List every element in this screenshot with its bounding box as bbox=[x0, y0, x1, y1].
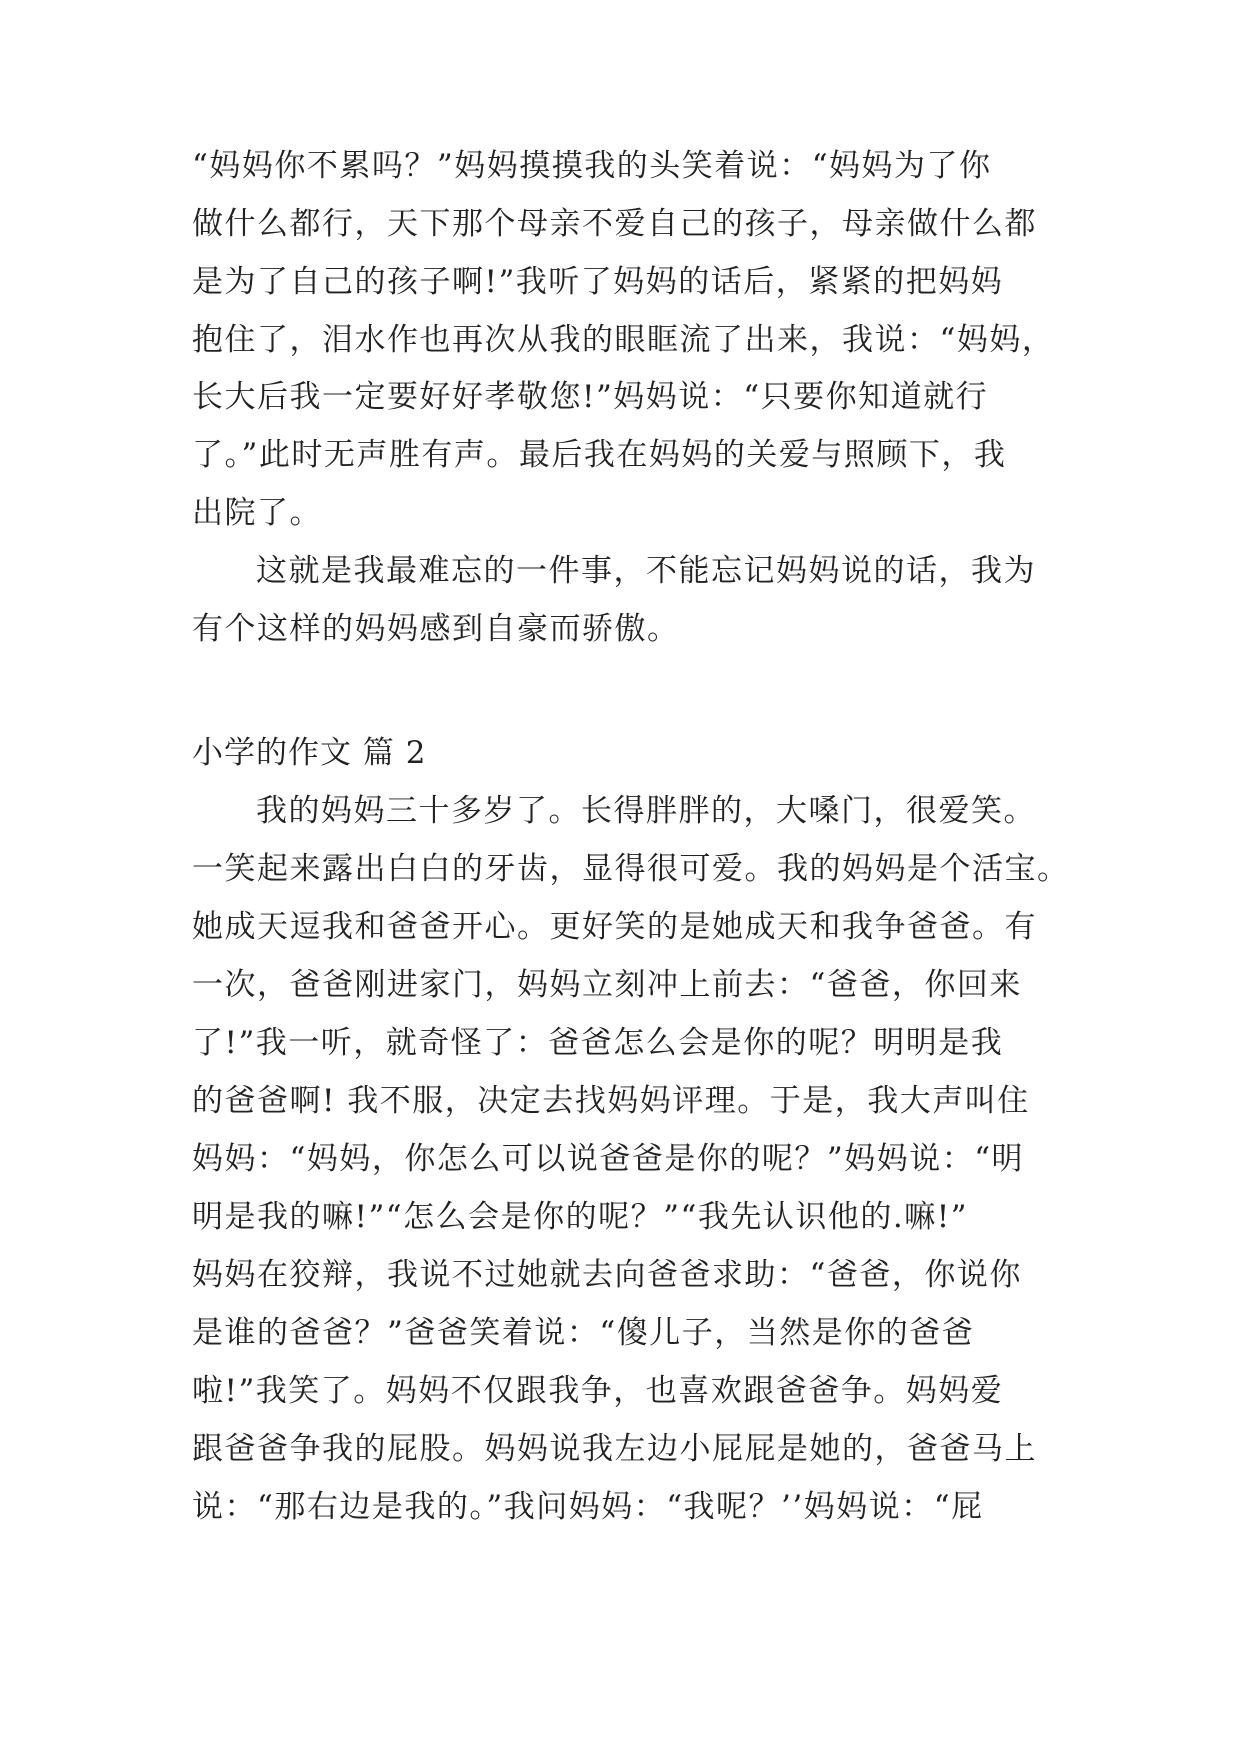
text-line: 是谁的爸爸？”爸爸笑着说：“傻儿子，当然是你的爸爸 bbox=[192, 1315, 975, 1351]
text-line: “妈妈你不累吗？”妈妈摸摸我的头笑着说：“妈妈为了你 bbox=[192, 148, 992, 184]
text-line: 一笑起来露出白白的牙齿，显得很可爱。我的妈妈是个活宝。 bbox=[192, 851, 1070, 887]
text-line: 说：“那右边是我的。”我问妈妈：“我呢？’’妈妈说：“屁 bbox=[192, 1489, 984, 1525]
text-line: 做什么都行，天下那个母亲不爱自己的孩子，母亲做什么都 bbox=[192, 206, 1037, 242]
text-line: 是为了自己的孩子啊!”我听了妈妈的话后，紧紧的把妈妈 bbox=[192, 264, 1004, 300]
paragraph-first-line: 我的妈妈三十多岁了。长得胖胖的，大嗓门，很爱笑。 bbox=[256, 793, 1036, 829]
text-line: 妈妈：“妈妈，你怎么可以说爸爸是你的呢？”妈妈说：“明 bbox=[192, 1141, 1025, 1177]
text-line: 了!”我一听，就奇怪了：爸爸怎么会是你的呢？明明是我 bbox=[192, 1025, 1004, 1061]
text-line: 明是我的嘛!”“怎么会是你的呢？”“我先认识他的.嘛!” bbox=[192, 1199, 969, 1235]
text-line: 她成天逗我和爸爸开心。更好笑的是她成天和我争爸爸。有 bbox=[192, 909, 1037, 945]
text-line: 出院了。 bbox=[192, 495, 322, 531]
text-line: 的爸爸啊! 我不服，决定去找妈妈评理。于是，我大声叫住 bbox=[192, 1083, 1030, 1119]
text-line: 长大后我一定要好好孝敬您!”妈妈说：“只要你知道就行 bbox=[192, 379, 989, 415]
text-line: 抱住了，泪水作也再次从我的眼眶流了出来，我说：“妈妈， bbox=[192, 322, 1055, 358]
text-line: 跟爸爸争我的屁股。妈妈说我左边小屁屁是她的，爸爸马上 bbox=[192, 1431, 1037, 1467]
text-line: 有个这样的妈妈感到自豪而骄傲。 bbox=[192, 611, 680, 647]
text-line: 了。”此时无声胜有声。最后我在妈妈的关爱与照顾下，我 bbox=[192, 437, 1007, 473]
text-line: 一次，爸爸刚进家门，妈妈立刻冲上前去：“爸爸，你回来 bbox=[192, 967, 1022, 1003]
section-heading: 小学的作文 篇 2 bbox=[192, 735, 427, 771]
text-line: 妈妈在狡辩，我说不过她就去向爸爸求助：“爸爸，你说你 bbox=[192, 1257, 1022, 1293]
text-line: 啦!”我笑了。妈妈不仅跟我争，也喜欢跟爸爸争。妈妈爱 bbox=[192, 1373, 1004, 1409]
paragraph-first-line: 这就是我最难忘的一件事，不能忘记妈妈说的话，我为 bbox=[256, 553, 1036, 589]
